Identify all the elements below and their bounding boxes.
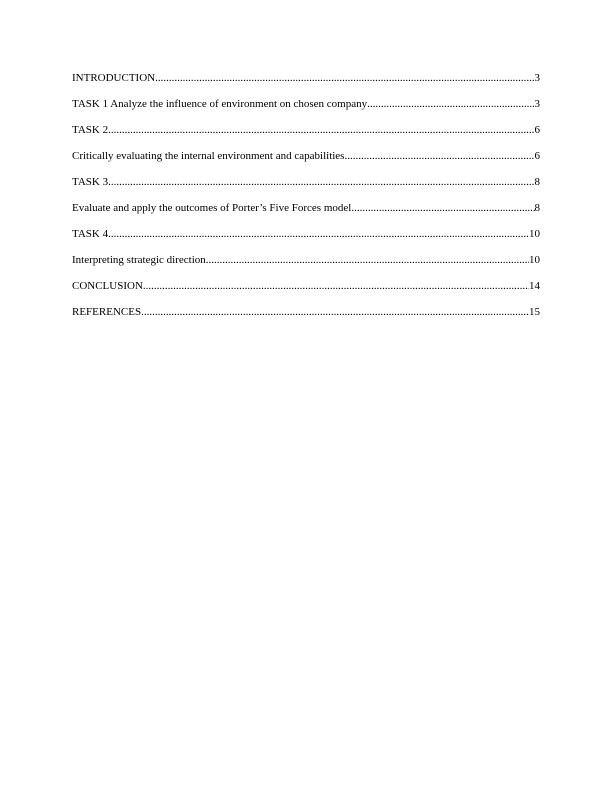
toc-dot-leader — [108, 123, 534, 137]
toc-dot-leader — [141, 305, 529, 319]
toc-entry-page-number: 8 — [534, 202, 540, 214]
toc-entry-task-3[interactable] — [72, 175, 540, 201]
toc-entry-title: REFERENCES — [72, 306, 142, 318]
toc-dot-leader — [108, 227, 529, 241]
toc-entry-title: INTRODUCTION — [72, 72, 156, 84]
toc-entry-title: TASK 3 — [72, 176, 109, 188]
toc-entry-page-number: 8 — [534, 176, 540, 188]
toc-entry-title: CONCLUSION — [72, 280, 143, 292]
toc-entry-page-number: 3 — [534, 98, 540, 110]
toc-entry-title: Evaluate and apply the outcomes of Porter’s Five Forces model — [72, 202, 352, 214]
toc-entry-title: Critically evaluating the internal environment and capabilities — [72, 150, 345, 162]
toc-entry-title: TASK 1 Analyze the influence of environment on chosen company — [72, 98, 368, 110]
toc-entry-title: TASK 2 — [72, 124, 109, 136]
toc-entry-task-4[interactable] — [72, 227, 540, 253]
toc-entry-page-number: 15 — [529, 306, 540, 318]
toc-entry-page-number: 3 — [534, 72, 540, 84]
toc-entry-task-2[interactable] — [72, 123, 540, 149]
toc-dot-leader — [143, 279, 529, 293]
toc-dot-leader — [351, 201, 534, 215]
toc-dot-leader — [108, 175, 534, 189]
toc-entry-page-number: 10 — [529, 228, 540, 240]
toc-entry-title: TASK 4 — [72, 228, 109, 240]
toc-entry-introduction[interactable] — [72, 71, 540, 97]
toc-entry-page-number: 14 — [529, 280, 540, 292]
toc-entry-title: Interpreting strategic direction — [72, 254, 206, 266]
toc-entry-task-1[interactable] — [72, 97, 540, 123]
toc-entry-page-number: 10 — [529, 254, 540, 266]
toc-dot-leader — [155, 71, 534, 85]
toc-dot-leader — [206, 253, 529, 267]
table-of-contents — [72, 71, 540, 331]
toc-entry-porters-five-forces[interactable] — [72, 201, 540, 227]
toc-entry-strategic-direction[interactable] — [72, 253, 540, 279]
toc-entry-references[interactable] — [72, 305, 540, 331]
toc-entry-page-number: 6 — [534, 150, 540, 162]
toc-dot-leader — [367, 97, 534, 111]
toc-entry-internal-environment[interactable] — [72, 149, 540, 175]
toc-dot-leader — [344, 149, 534, 163]
toc-entry-page-number: 6 — [534, 124, 540, 136]
toc-entry-conclusion[interactable] — [72, 279, 540, 305]
